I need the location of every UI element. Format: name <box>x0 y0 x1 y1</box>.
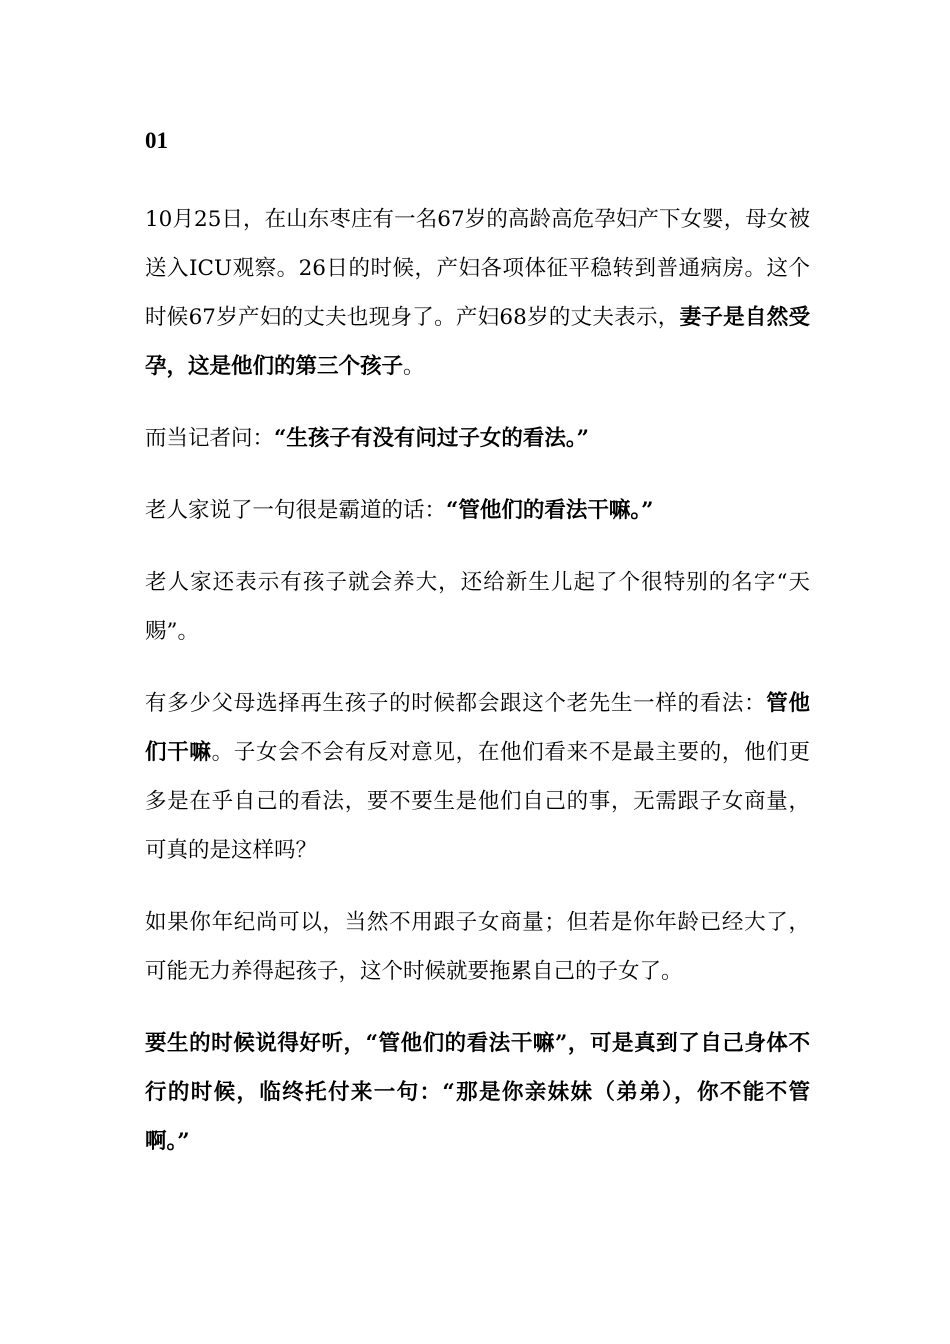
bold-quote: “管他们的看法干嘛。” <box>446 498 654 523</box>
paragraph-text: 。 <box>403 354 425 379</box>
paragraph-text: 有多少父母选择再生孩子的时候都会跟这个老先生一样的看法： <box>145 691 767 716</box>
paragraph-text: 10月25日，在山东枣庄有一名67岁的高龄高危孕妇产下女婴，母女被送入ICU观察。26日的时候，产妇各项体征平稳转到普通病房。这个时候67岁产妇的丈夫也现身了。产妇68岁的丈夫表示， <box>145 207 810 330</box>
paragraph-7 <box>145 1019 810 1166</box>
paragraph-text: 而当记者问： <box>145 426 275 451</box>
paragraph-3 <box>145 486 810 535</box>
bold-paragraph-text: 要生的时候说得好听，“管他们的看法干嘛”，可是真到了自己身体不行的时候，临终托付来一句：“那是你亲妹妹（弟弟），你不能不管啊。” <box>145 1031 810 1154</box>
paragraph-text: 老人家说了一句很是霸道的话： <box>145 498 447 523</box>
paragraph-text: 。子女会不会有反对意见，在他们看来不是最主要的，他们更多是在乎自己的看法，要不要生是他们自己的事，无需跟子女商量，可真的是这样吗？ <box>145 740 810 863</box>
paragraph-4 <box>145 558 810 656</box>
paragraph-1 <box>145 195 810 391</box>
bold-quote: “生孩子有没有问过子女的看法。” <box>274 426 590 451</box>
article-body <box>145 195 810 1189</box>
bold-text: 妻子是自然受孕，这是他们的第三个孩子 <box>145 305 810 379</box>
paragraph-5 <box>145 679 810 875</box>
paragraph-text: 老人家还表示有孩子就会养大，还给新生儿起了个很特别的名字“天赐”。 <box>145 570 810 644</box>
paragraph-6 <box>145 898 810 996</box>
paragraph-text: 如果你年纪尚可以，当然不用跟子女商量；但若是你年龄已经大了，可能无力养得起孩子，这个时候就要拖累自己的子女了。 <box>145 910 810 984</box>
section-number: 01 <box>145 128 168 153</box>
paragraph-2 <box>145 414 810 463</box>
bold-text: 管他们干嘛 <box>145 691 810 765</box>
